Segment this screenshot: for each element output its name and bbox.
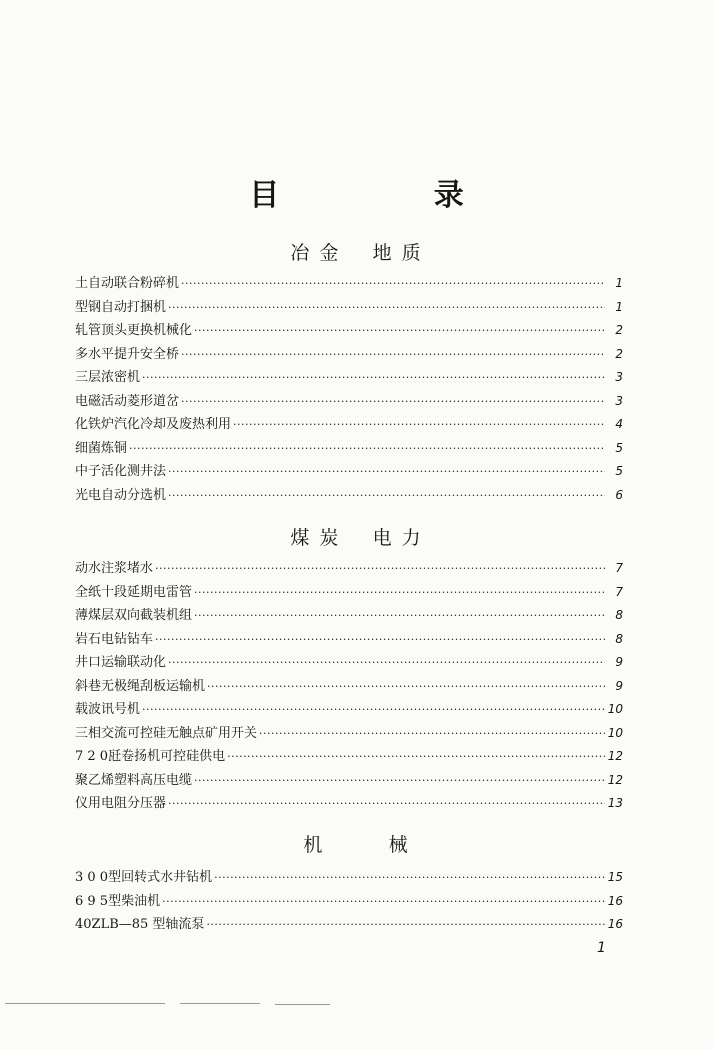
toc-entry-page: 15 [607,870,623,884]
toc-entry-title: 3 0 0型回转式水井钻机 [75,870,213,885]
scan-artifact-line [5,1003,165,1004]
toc-entry-page: 12 [607,749,623,763]
section-heading-metallurgy-geology: 冶 金 地 质 [290,242,423,264]
leader-dots [162,890,605,914]
toc-entry[interactable] [75,413,623,437]
leader-dots [168,460,605,484]
toc-entry-title: 井口运输联动化 [75,655,167,670]
leader-dots [181,272,605,296]
toc-entry[interactable] [75,769,623,793]
toc-entry-page: 5 [615,440,623,455]
toc-entry[interactable] [75,604,623,628]
leader-dots [142,366,605,390]
toc-entry-title: 聚乙烯塑料高压电缆 [75,772,193,788]
toc-entry-page: 10 [607,702,623,716]
toc-entry-title: 岩石电钻钻车 [75,631,154,647]
toc-entry-page: 2 [615,346,623,361]
leader-dots [227,745,605,769]
toc-entry-title: 全纸十段延期电雷管 [75,584,193,600]
leader-dots [168,484,605,508]
section-heading-machinery: 机 械 [303,834,410,856]
toc-entry-page: 1 [615,299,623,314]
toc-entry-page: 5 [615,464,623,478]
leader-dots [155,557,605,581]
toc-entry-title: 化铁炉汽化冷却及废热利用 [75,417,232,432]
leader-dots [155,628,605,652]
toc-entry[interactable] [75,698,623,722]
toc-entry-page: 8 [615,608,623,622]
toc-entry-title: 中子活化测井法 [75,464,167,479]
leader-dots [168,792,605,816]
page-title: 目 录 [249,178,536,213]
toc-entry[interactable] [75,484,623,508]
toc-entry[interactable] [75,675,623,699]
toc-list-coal-power [75,557,623,816]
toc-entry-page: 16 [607,917,623,931]
leader-dots [168,296,605,320]
toc-entry[interactable] [75,581,623,605]
section-heading-coal-power: 煤 炭 电 力 [290,527,423,549]
leader-dots [206,913,605,937]
toc-entry-page: 16 [607,893,623,908]
toc-entry-title: 三相交流可控硅无触点矿用开关 [75,725,258,741]
toc-entry-title: 6 9 5型柴油机 [75,893,161,909]
toc-entry[interactable] [75,343,623,367]
toc-entry-page: 9 [615,655,623,669]
toc-entry[interactable] [75,745,623,769]
toc-entry[interactable] [75,890,623,914]
toc-entry-page: 1 [615,276,623,290]
toc-entry[interactable] [75,390,623,414]
toc-entry-title: 7 2 0瓩卷扬机可控硅供电 [75,749,226,764]
toc-entry[interactable] [75,792,623,816]
toc-entry-page: 4 [615,417,623,431]
toc-list-machinery [75,866,623,937]
leader-dots [181,343,605,367]
toc-entry-page: 3 [615,370,623,384]
toc-entry-page: 7 [615,584,623,599]
toc-entry-title: 仪用电阻分压器 [75,796,167,811]
toc-entry-page: 8 [615,631,623,646]
toc-entry-title: 薄煤层双向截装机组 [75,608,193,623]
leader-dots [259,722,605,746]
toc-entry-title: 三层浓密机 [75,370,141,385]
toc-entry[interactable] [75,557,623,581]
toc-entry[interactable] [75,913,623,937]
leader-dots [129,437,605,461]
toc-entry-page: 6 [615,487,623,502]
toc-entry-title: 动水注浆堵水 [75,561,154,576]
toc-entry-title: 土自动联合粉碎机 [75,276,180,291]
toc-entry-page: 3 [615,393,623,408]
toc-entry[interactable] [75,272,623,296]
toc-entry[interactable] [75,366,623,390]
leader-dots [194,604,605,628]
toc-entry-title: 载波讯号机 [75,702,141,717]
leader-dots [233,413,605,437]
leader-dots [181,390,605,414]
toc-entry[interactable] [75,628,623,652]
scan-artifact-line [275,1004,330,1005]
leader-dots [214,866,605,890]
toc-entry-title: 光电自动分选机 [75,487,167,503]
toc-entry-title: 电磁活动菱形道岔 [75,393,180,409]
toc-entry-title: 斜巷无极绳刮板运输机 [75,678,206,694]
toc-entry-page: 7 [615,561,623,575]
scan-artifact-line [180,1003,260,1004]
toc-entry[interactable] [75,651,623,675]
page-number: 1 [597,940,606,956]
toc-entry-page: 9 [615,678,623,693]
toc-entry-title: 轧管顶头更换机械化 [75,323,193,338]
toc-entry[interactable] [75,437,623,461]
toc-entry-title: 40ZLB—85 型轴流泵 [75,917,205,932]
leader-dots [168,651,605,675]
leader-dots [194,769,605,793]
toc-entry-page: 13 [607,796,623,810]
toc-entry-title: 型钢自动打捆机 [75,299,167,315]
toc-entry[interactable] [75,296,623,320]
toc-entry[interactable] [75,319,623,343]
toc-entry[interactable] [75,722,623,746]
toc-entry-title: 细菌炼铜 [75,440,128,456]
leader-dots [142,698,605,722]
toc-list-metallurgy-geology [75,272,623,507]
leader-dots [194,319,605,343]
toc-entry-page: 12 [607,772,623,787]
toc-entry[interactable] [75,460,623,484]
leader-dots [194,581,605,605]
toc-entry-page: 2 [615,323,623,337]
toc-entry-title: 多水平提升安全桥 [75,346,180,362]
leader-dots [207,675,605,699]
toc-entry-page: 10 [607,725,623,740]
toc-entry[interactable] [75,866,623,890]
